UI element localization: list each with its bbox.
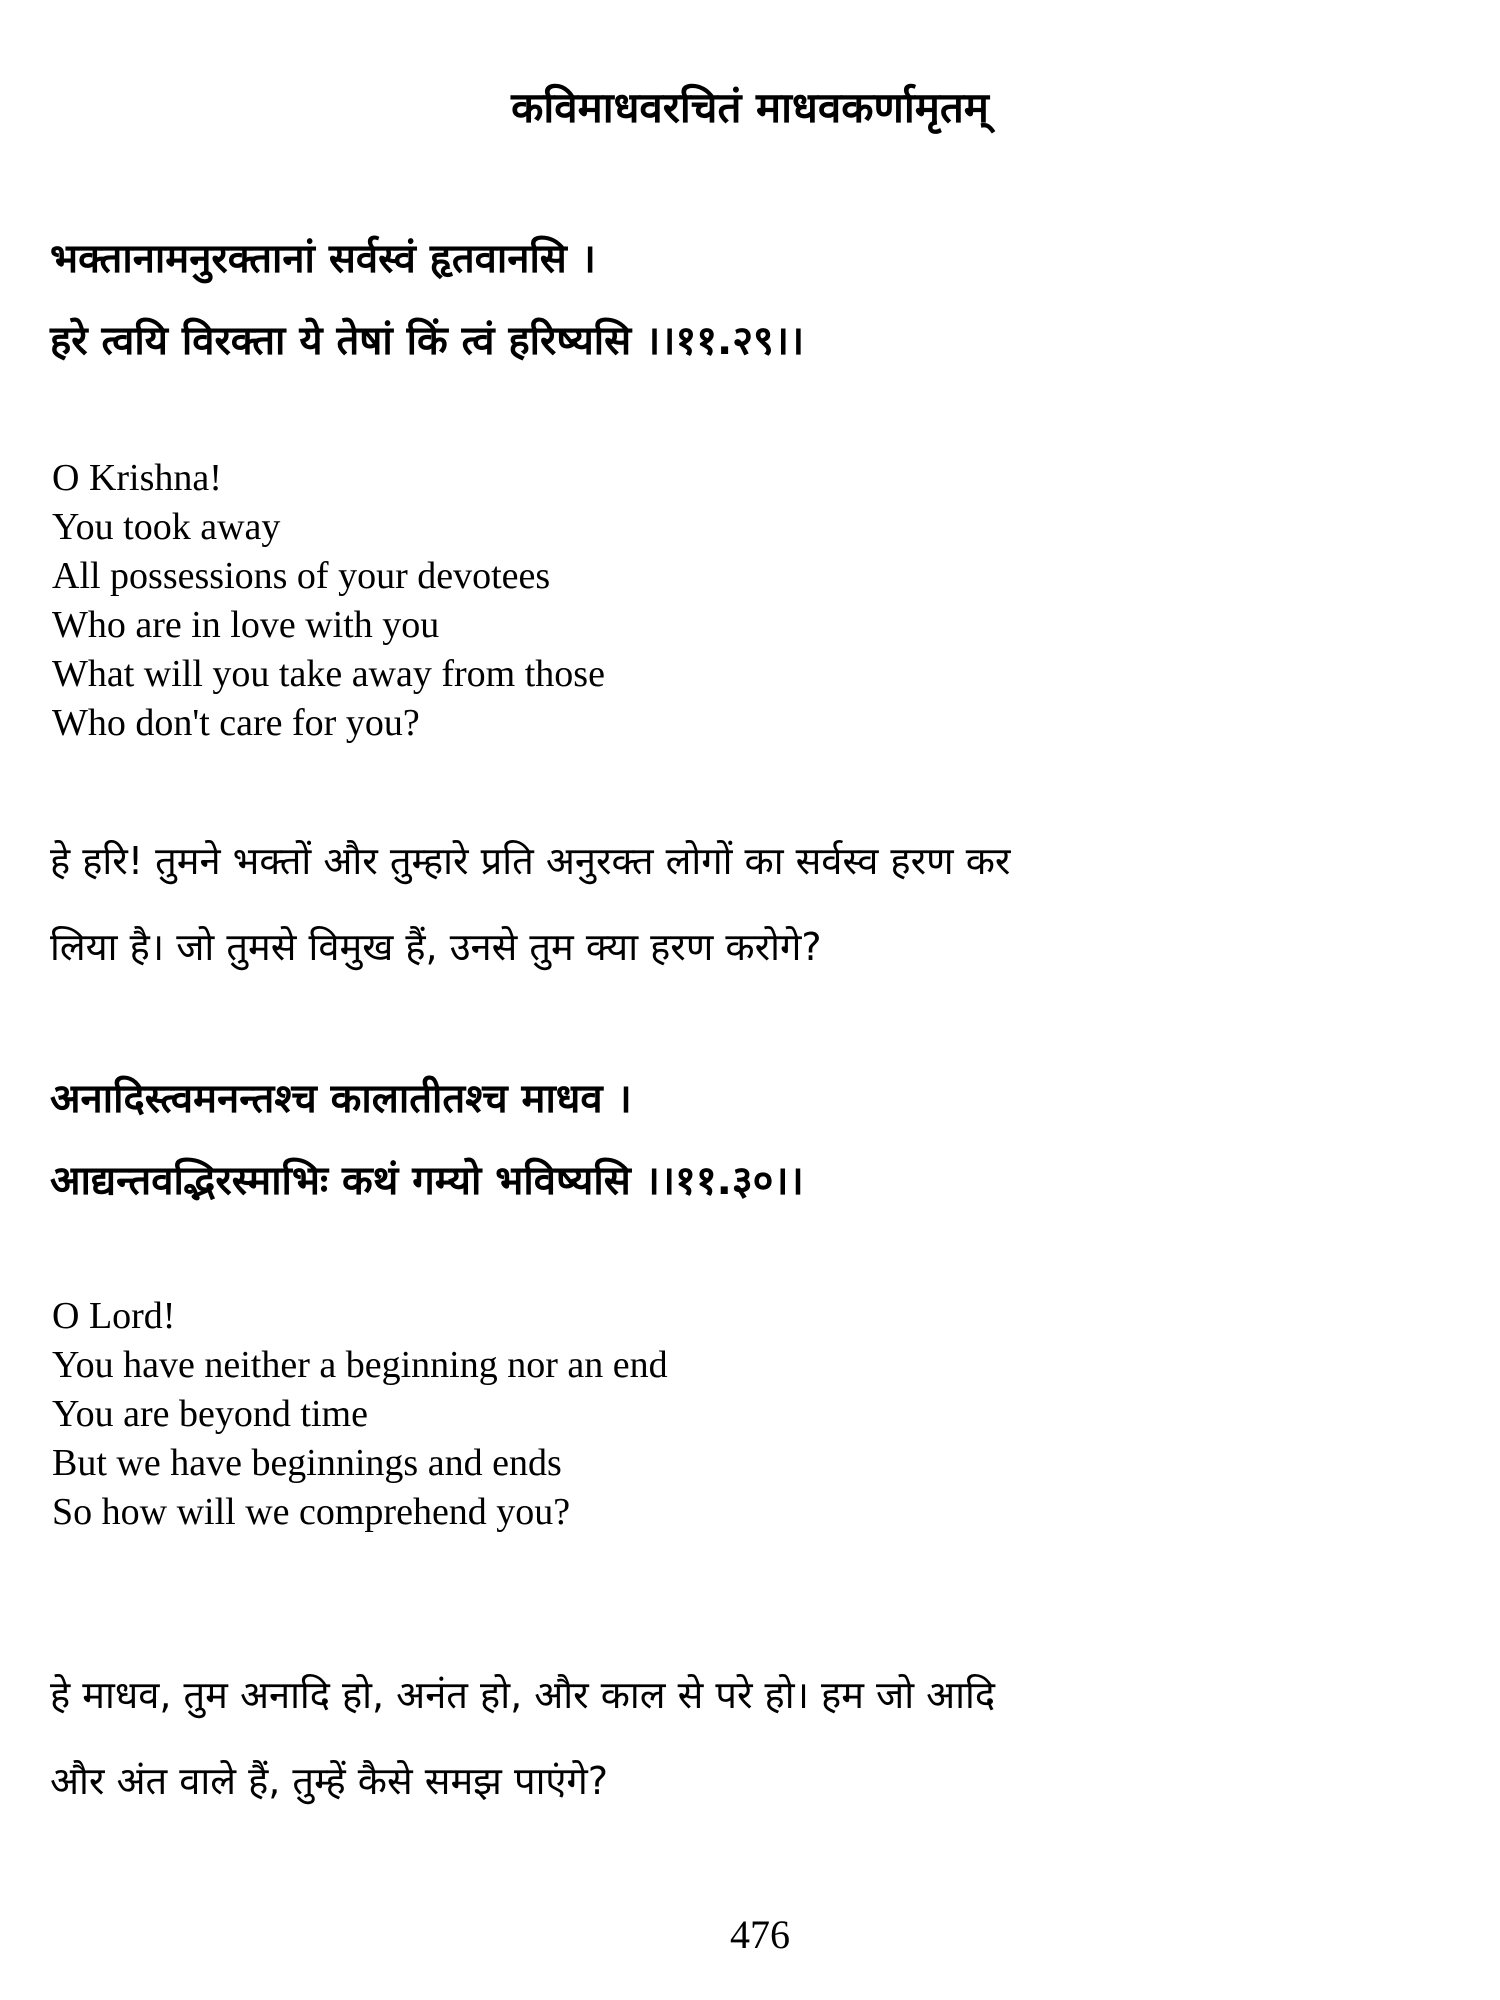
- english-translation-line: Who are in love with you: [52, 604, 440, 646]
- english-translation-line: You took away: [52, 506, 281, 548]
- sanskrit-verse-line: अनादिस्त्वमनन्तश्च कालातीतश्च माधव ।: [50, 1076, 632, 1122]
- english-translation-line: You have neither a beginning nor an end: [52, 1344, 668, 1386]
- english-translation-line: You are beyond time: [52, 1393, 368, 1435]
- hindi-translation-line: हे माधव, तुम अनादि हो, अनंत हो, और काल से परे हो। हम जो आदि: [50, 1673, 996, 1717]
- page-number: 476: [730, 1912, 790, 1957]
- english-translation-11-29: [52, 454, 1452, 748]
- hindi-translation-line: और अंत वाले हैं, तुम्हें कैसे समझ पाएंगे?: [50, 1759, 608, 1803]
- sanskrit-verse-line: भक्तानामनुरक्तानां सर्वस्वं हृतवानसि ।: [50, 236, 596, 282]
- page-header-title: कविमाधवरचितं माधवकर्णामृतम्: [511, 83, 989, 132]
- sanskrit-verse-11-29: [50, 218, 1470, 382]
- english-translation-line: O Krishna!: [52, 457, 222, 499]
- hindi-translation-line: हे हरि! तुमने भक्तों और तुम्हारे प्रति अनुरक्त लोगों का सर्वस्व हरण कर: [50, 839, 1011, 883]
- english-translation-line: So how will we comprehend you?: [52, 1491, 571, 1533]
- english-translation-line: What will you take away from those: [52, 653, 605, 695]
- english-translation-line: But we have beginnings and ends: [52, 1442, 562, 1484]
- hindi-translation-line: लिया है। जो तुमसे विमुख हैं, उनसे तुम क्या हरण करोगे?: [50, 925, 822, 969]
- english-translation-line: All possessions of your devotees: [52, 555, 551, 597]
- english-translation-11-30: [52, 1292, 1452, 1537]
- sanskrit-verse-11-30: [50, 1058, 1470, 1222]
- hindi-translation-11-30: [50, 1652, 1470, 1824]
- english-translation-line: Who don't care for you?: [52, 702, 420, 744]
- sanskrit-verse-line: आद्यन्तवद्भिरस्माभिः कथं गम्यो भविष्यसि ।।११.३०।।: [50, 1158, 804, 1204]
- hindi-translation-11-29: [50, 818, 1470, 990]
- sanskrit-verse-line: हरे त्वयि विरक्ता ये तेषां किं त्वं हरिष्यसि ।।११.२९।।: [50, 318, 805, 364]
- english-translation-line: O Lord!: [52, 1295, 176, 1337]
